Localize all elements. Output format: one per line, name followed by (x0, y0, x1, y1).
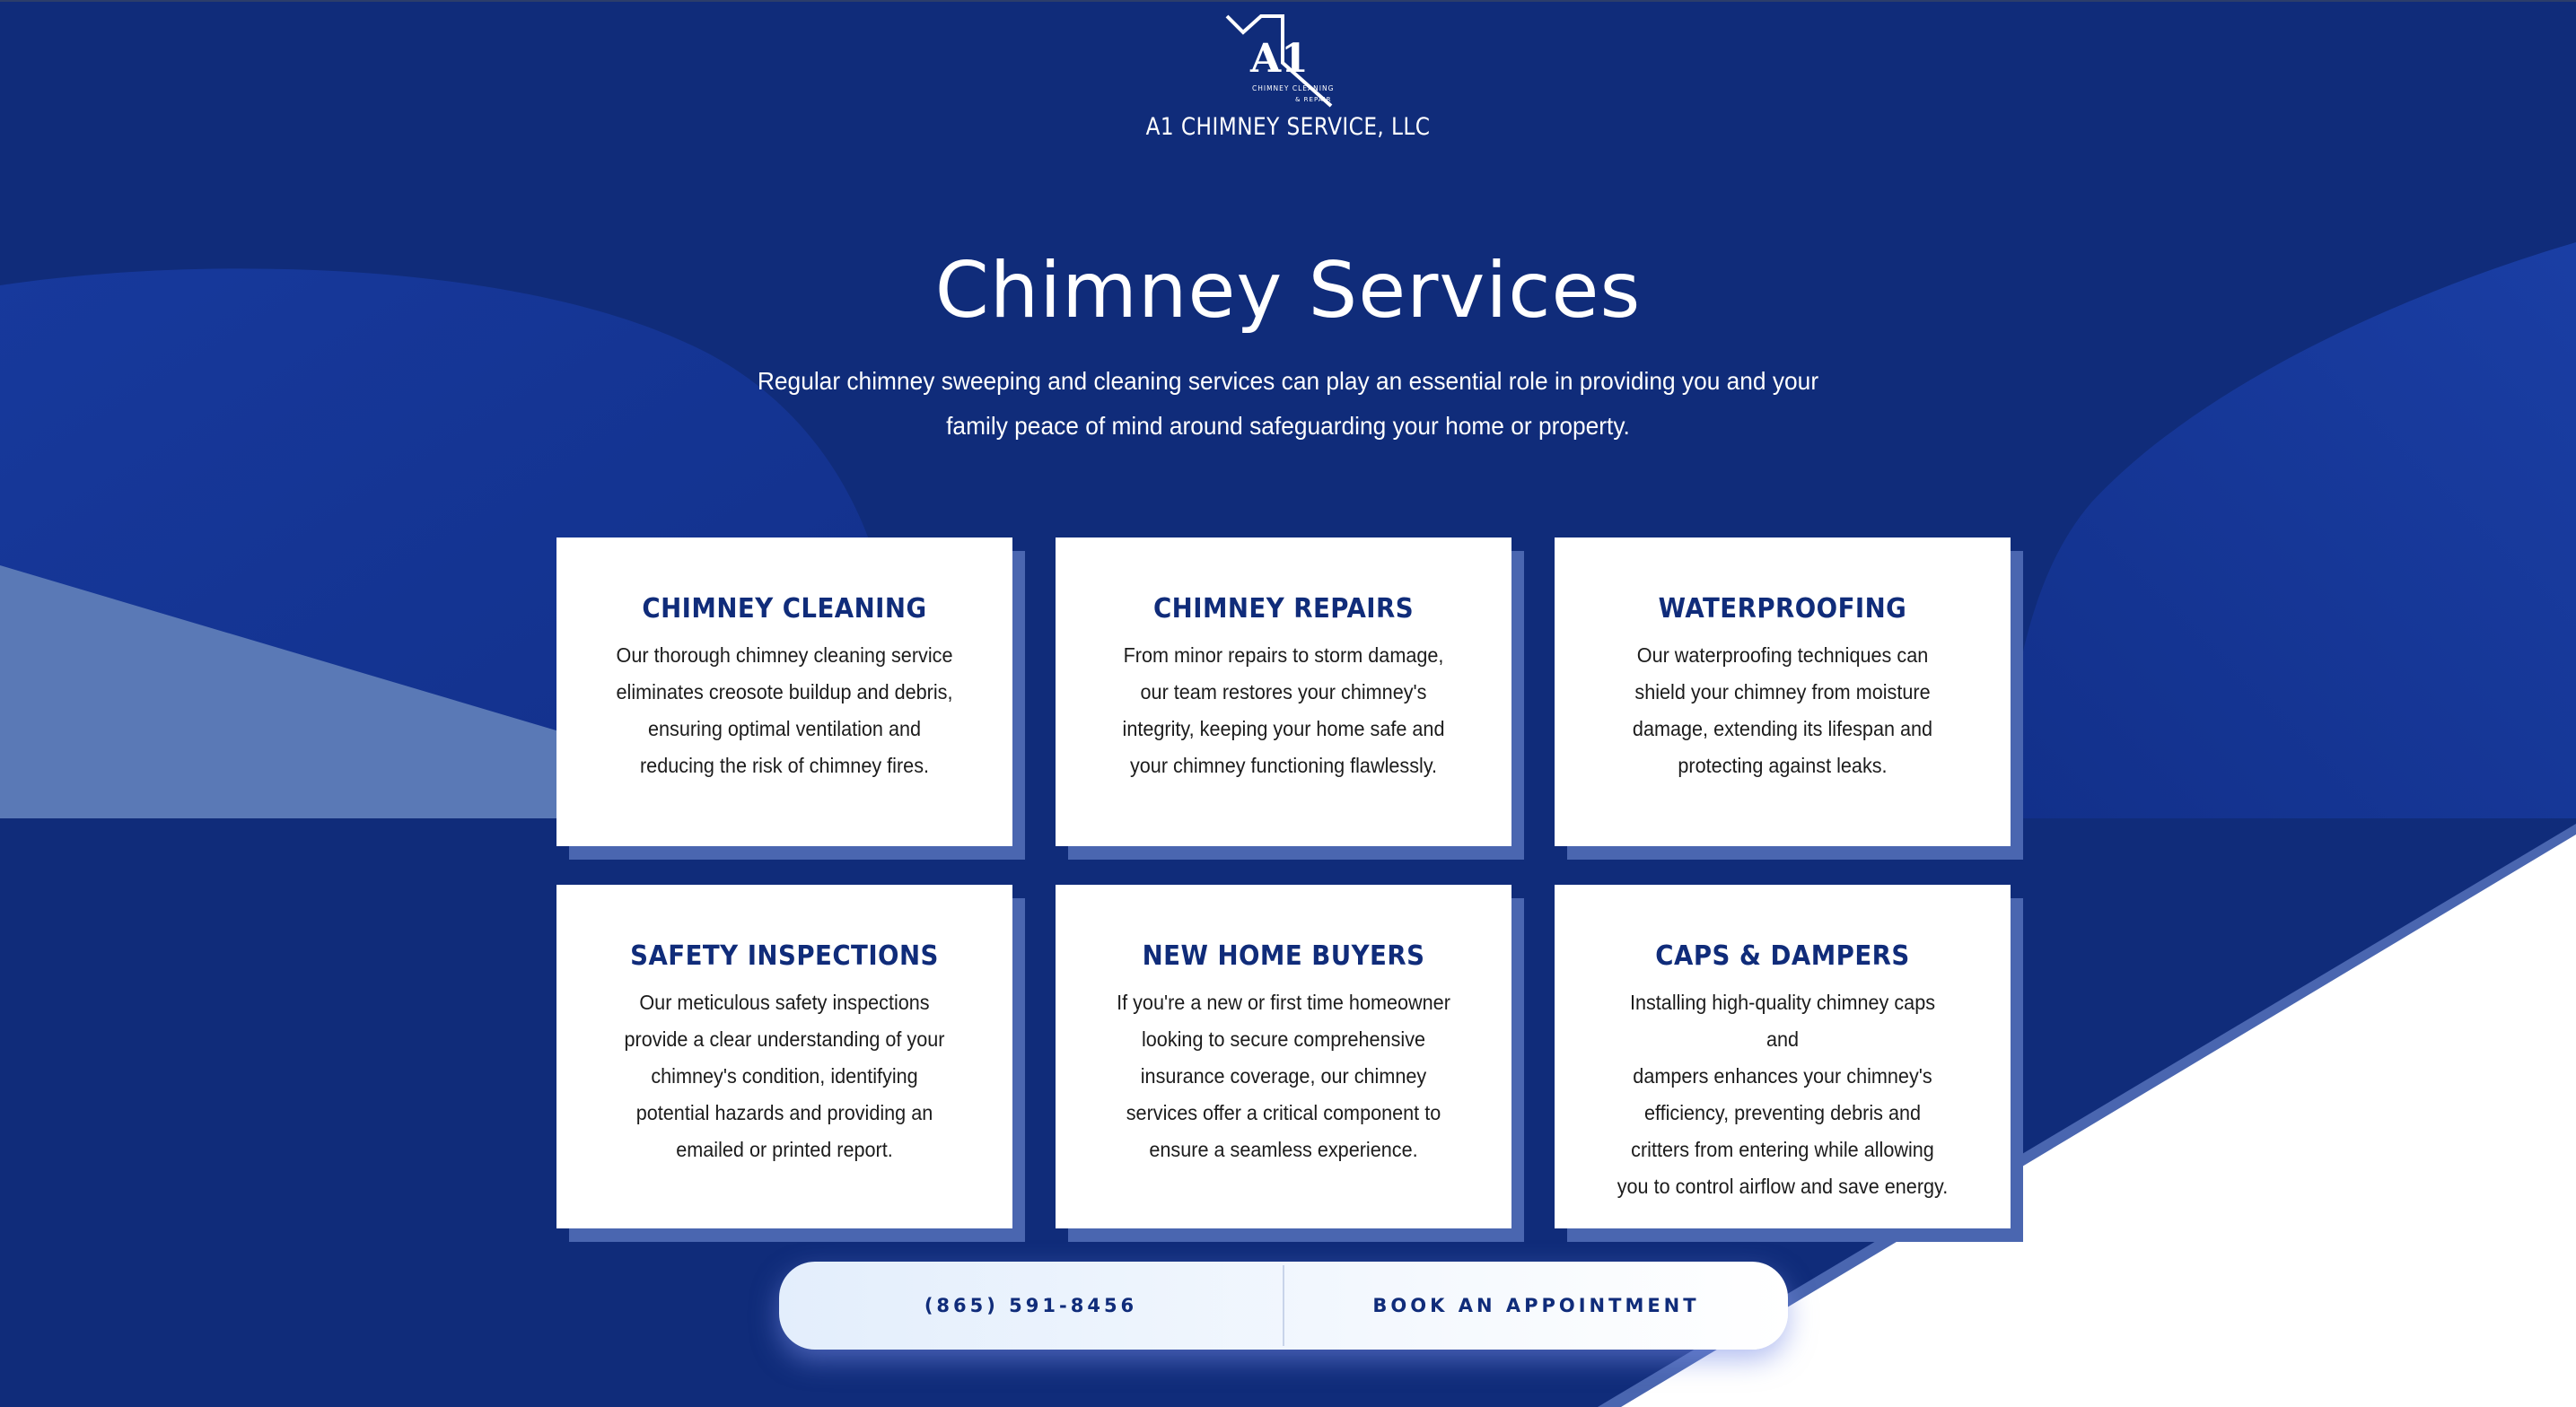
card-text-line: eliminates creosote buildup and debris, (616, 680, 953, 704)
card-description (616, 984, 953, 1168)
card-text-line: If you're a new or first time homeowner (1117, 991, 1450, 1014)
card-text-line: ensuring optimal ventilation and (647, 717, 922, 740)
card-title: CAPS & DAMPERS (1655, 940, 1910, 972)
card-text-line: our team restores your chimney's (1140, 680, 1427, 704)
card-text-line: From minor repairs to storm damage, (1123, 643, 1444, 667)
card-text-line: you to control airflow and save energy. (1617, 1175, 1949, 1198)
service-card-new-home-buyers[interactable] (1056, 885, 1511, 1228)
card-title: CHIMNEY REPAIRS (1152, 593, 1415, 625)
card-title: CHIMNEY CLEANING (642, 593, 927, 625)
logo-text: A1 (1250, 36, 1309, 82)
card-description (1614, 984, 1951, 1205)
card-text-line: services offer a critical component to (1126, 1101, 1441, 1124)
service-card-waterproofing[interactable] (1555, 537, 2011, 846)
intro-text (748, 359, 1827, 449)
card-description (1614, 637, 1951, 784)
card-title: NEW HOME BUYERS (1142, 940, 1425, 972)
intro-line: family peace of mind around safeguarding your home or property. (946, 412, 1630, 440)
card-text-line: Our waterproofing techniques can (1636, 643, 1929, 667)
card-text-line: ensure a seamless experience. (1149, 1138, 1418, 1161)
card-title: WATERPROOFING (1658, 593, 1907, 625)
card-text-line: looking to secure comprehensive (1141, 1027, 1426, 1051)
logo-tagline: CHIMNEY CLEANING (1252, 84, 1333, 92)
card-text-line: protecting against leaks. (1678, 754, 1888, 777)
service-card-safety-inspections[interactable] (556, 885, 1012, 1228)
company-logo[interactable] (1198, 13, 1333, 108)
card-text-line: critters from entering while allowing (1631, 1138, 1934, 1161)
card-description (1115, 637, 1452, 784)
intro-line: Regular chimney sweeping and cleaning services can play an essential role in providing you and your (757, 367, 1819, 395)
card-text-line: provide a clear understanding of your (624, 1027, 945, 1051)
book-appointment-button[interactable]: BOOK AN APPOINTMENT (1372, 1295, 1700, 1316)
card-text-line: efficiency, preventing debris and (1643, 1101, 1922, 1124)
card-text-line: Our meticulous safety inspections (639, 991, 930, 1014)
card-text-line: your chimney functioning flawlessly. (1129, 754, 1438, 777)
service-card-chimney-repairs[interactable] (1056, 537, 1511, 846)
page-title: Chimney Services (934, 246, 1642, 336)
top-divider (0, 0, 2576, 2)
logo-mark-icon (1198, 13, 1333, 108)
card-text-line: Our thorough chimney cleaning service (616, 643, 953, 667)
card-text-line: potential hazards and providing an (635, 1101, 933, 1124)
card-text-line: insurance coverage, our chimney (1140, 1064, 1427, 1088)
company-name: A1 CHIMNEY SERVICE, LLC (1145, 113, 1431, 141)
cta-bar (779, 1262, 1788, 1350)
card-description (616, 637, 953, 784)
phone-button[interactable]: (865) 591-8456 (924, 1295, 1138, 1316)
card-text-line: Installing high-quality chimney caps and (1629, 991, 1936, 1051)
card-title: SAFETY INSPECTIONS (630, 940, 939, 972)
card-text-line: integrity, keeping your home safe and (1122, 717, 1445, 740)
card-text-line: damage, extending its lifespan and (1632, 717, 1933, 740)
card-description (1115, 984, 1452, 1168)
logo-tagline-secondary: & REPAIR (1295, 96, 1332, 103)
service-card-chimney-cleaning[interactable] (556, 537, 1012, 846)
card-text-line: chimney's condition, identifying (651, 1064, 918, 1088)
card-text-line: shield your chimney from moisture (1634, 680, 1931, 704)
card-text-line: dampers enhances your chimney's (1633, 1064, 1932, 1088)
service-card-caps-dampers[interactable] (1555, 885, 2011, 1228)
card-text-line: reducing the risk of chimney fires. (639, 754, 930, 777)
card-text-line: emailed or printed report. (676, 1138, 893, 1161)
